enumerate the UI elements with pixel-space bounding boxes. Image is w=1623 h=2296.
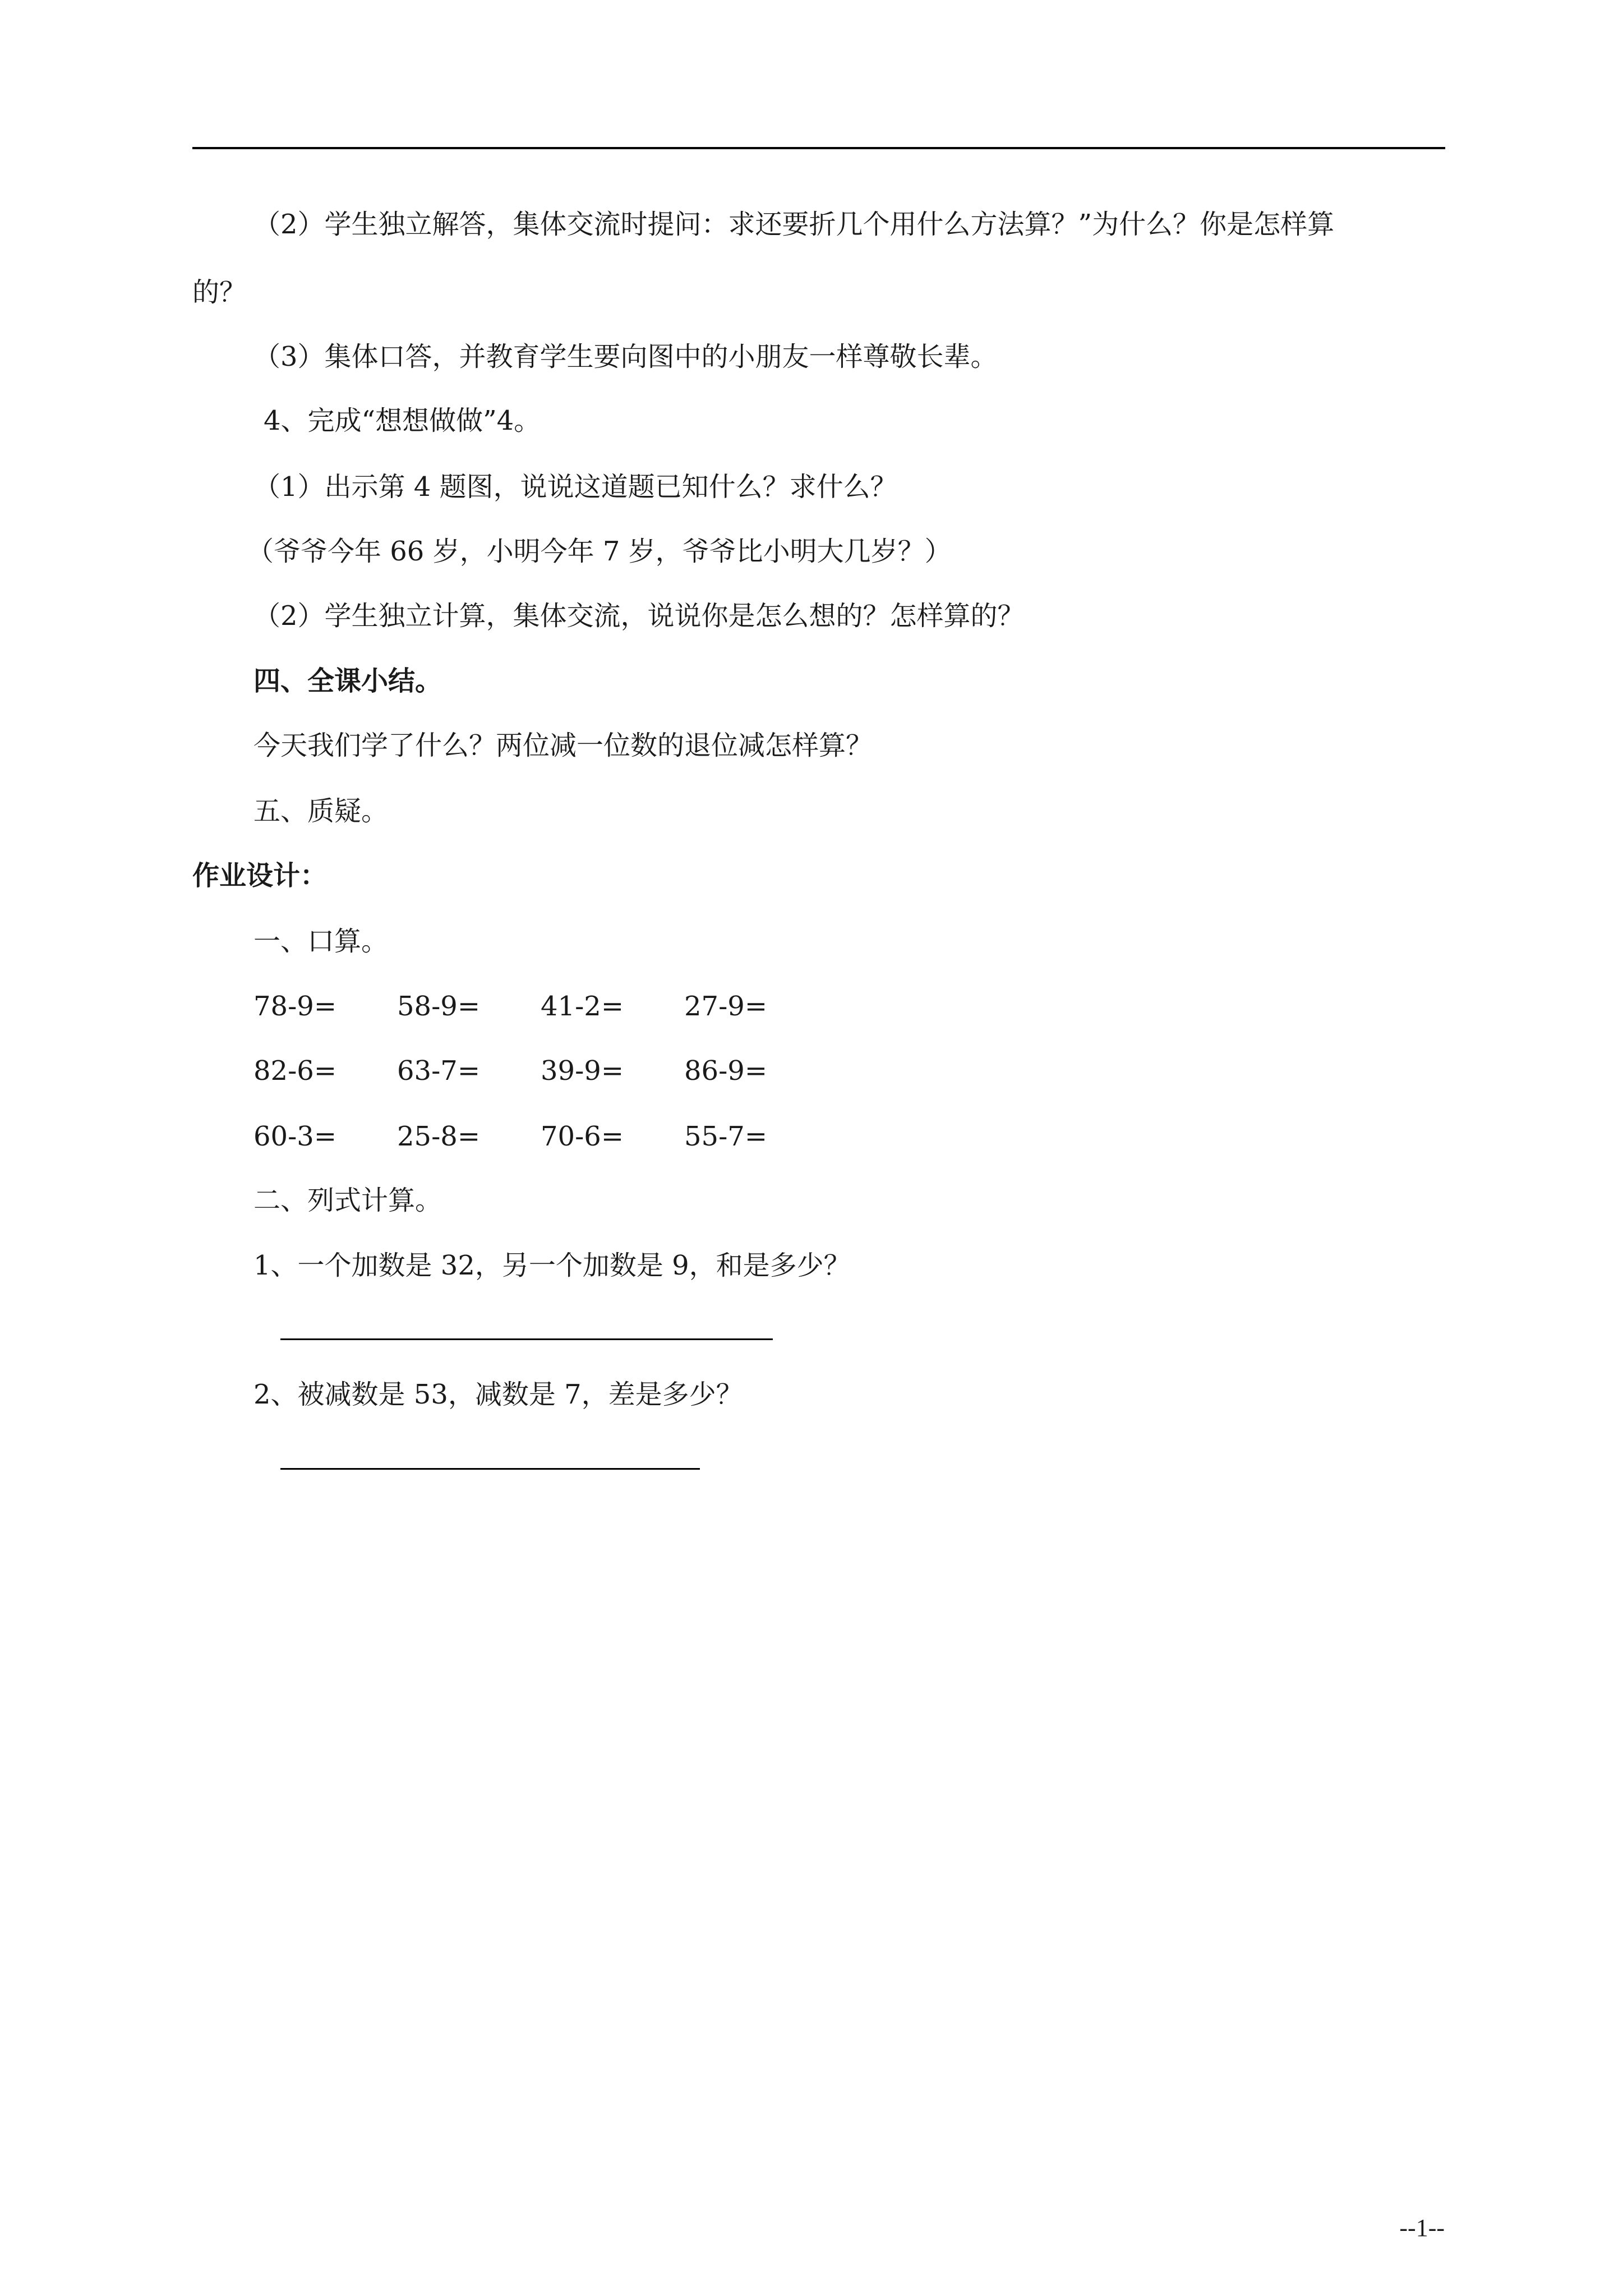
homework-question-2: 2、被减数是 53，减数是 7，差是多少？ — [253, 1379, 743, 1410]
paragraph-summary: 今天我们学了什么？两位减一位数的退位减怎样算？ — [253, 730, 873, 761]
paragraph-step-2-question: （2）学生独立解答，集体交流时提问：求还要折几个用什么方法算？”为什么？你是怎样算 — [253, 209, 1335, 240]
homework-part-2-heading: 二、列式计算。 — [253, 1185, 442, 1216]
homework-part-1-heading: 一、口算。 — [253, 926, 389, 957]
paragraph-exercise-4-step-2: （2）学生独立计算，集体交流，说说你是怎么想的？怎样算的？ — [253, 600, 1025, 632]
header-rule — [192, 147, 1445, 149]
calc-item: 63-7= — [397, 1055, 481, 1087]
answer-line-2[interactable] — [280, 1468, 700, 1470]
calc-item: 70-6= — [541, 1121, 624, 1152]
section-heading-summary: 四、全课小结。 — [253, 665, 442, 697]
page-number: --1-- — [1399, 2214, 1445, 2242]
homework-question-1: 1、一个加数是 32，另一个加数是 9，和是多少？ — [253, 1250, 851, 1281]
calc-item: 82-6= — [253, 1055, 337, 1087]
paragraph-exercise-4-step-1: （1）出示第 4 题图，说说这道题已知什么？求什么？ — [253, 471, 897, 503]
homework-heading: 作业设计： — [192, 860, 328, 891]
calc-item: 60-3= — [253, 1121, 337, 1152]
calc-item: 55-7= — [684, 1121, 768, 1152]
answer-line-1[interactable] — [280, 1338, 773, 1340]
calc-item: 41-2= — [541, 991, 624, 1022]
calc-item: 58-9= — [397, 991, 481, 1022]
paragraph-step-2-question-cont: 的？ — [192, 277, 247, 308]
paragraph-step-3-oral: （3）集体口答，并教育学生要向图中的小朋友一样尊敬长辈。 — [253, 341, 998, 372]
calc-item: 39-9= — [541, 1055, 624, 1087]
calc-item: 27-9= — [684, 991, 768, 1022]
calc-item: 78-9= — [253, 991, 337, 1022]
calc-item: 86-9= — [684, 1055, 768, 1087]
paragraph-exercise-4-problem: （爷爷今年 66 岁，小明今年 7 岁，爷爷比小明大几岁？） — [247, 536, 952, 567]
section-heading-questions: 五、质疑。 — [253, 795, 389, 827]
paragraph-exercise-4: 4、完成“想想做做”4。 — [264, 405, 541, 436]
calc-item: 25-8= — [397, 1121, 481, 1152]
